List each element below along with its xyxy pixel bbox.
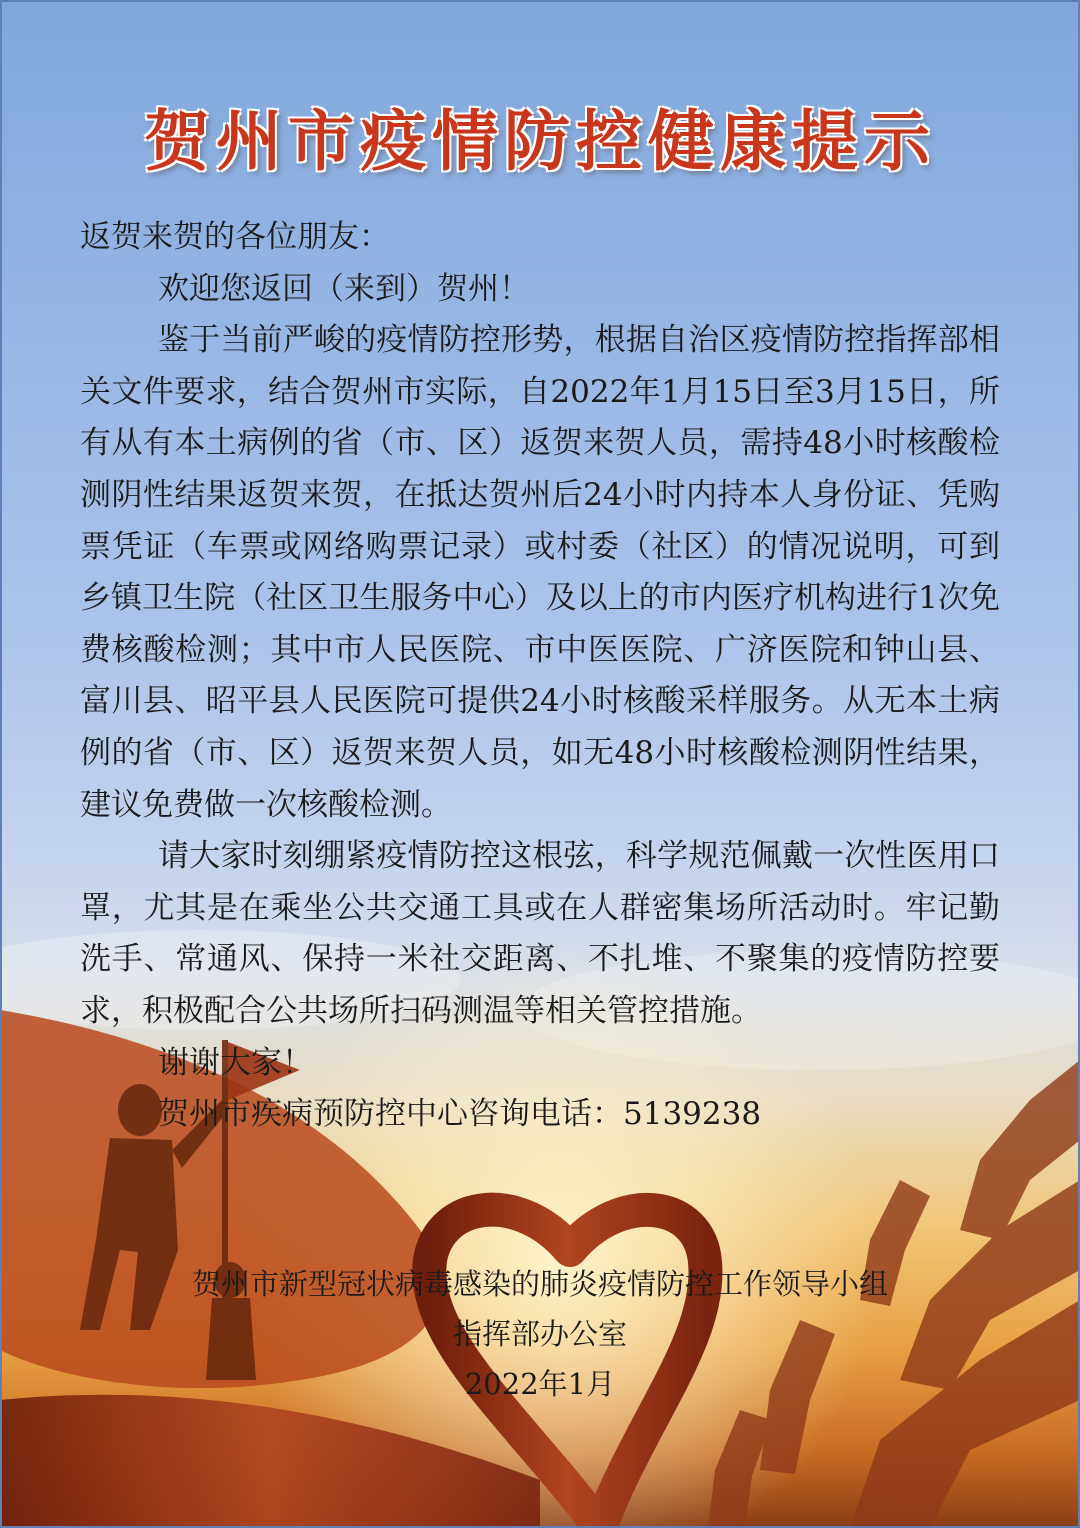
signature-office: 指挥部办公室 <box>452 1317 627 1351</box>
paragraph-testing-policy: 鉴于当前严峻的疫情防控形势，根据自治区疫情防控指挥部相关文件要求，结合贺州市实际，自2022年1月15日至3月15日，所有从有本土病例的省（市、区）返贺来贺人员，需持48小时核酸检测阴性结果返贺来贺，在抵达贺州后24小时内持本人身份证、凭购票凭证（车票或网络购票记录）或村委（社区）的情况说明，可到乡镇卫生院（社区卫生服务中心）及以上的市内医疗机构进行1次免费核酸检测；其中市人民医院、市中医医院、广济医院和钟山县、富川县、昭平县人民医院可提供24小时核酸采样服务。从无本土病例的省（市、区）返贺来贺人员，如无48小时核酸检测阴性结果，建议免费做一次核酸检测。 <box>80 322 1000 823</box>
notice-body <box>80 212 1000 1141</box>
paragraph-welcome: 欢迎您返回（来到）贺州！ <box>158 270 530 307</box>
page-title: 贺州市疫情防控健康提示 <box>144 102 936 180</box>
greeting: 返贺来贺的各位朋友： <box>80 219 390 255</box>
paragraph-prevention-advice: 请大家时刻绷紧疫情防控这根弦，科学规范佩戴一次性医用口罩，尤其是在乘坐公共交通工具或在人群密集场所活动时。牢记勤洗手、常通风、保持一米社交距离、不扎堆、不聚集的疫情防控要求，积极配合公共场所扫码测温等相关管控措施。 <box>80 838 1000 1029</box>
paragraph-thanks: 谢谢大家！ <box>158 1044 313 1081</box>
paragraph-hotline: 贺州市疾病预防控中心咨询电话：5139238 <box>158 1096 762 1133</box>
signature-date: 2022年1月 <box>464 1367 616 1401</box>
signature-org: 贺州市新型冠状病毒感染的肺炎疫情防控工作领导小组 <box>191 1267 888 1301</box>
